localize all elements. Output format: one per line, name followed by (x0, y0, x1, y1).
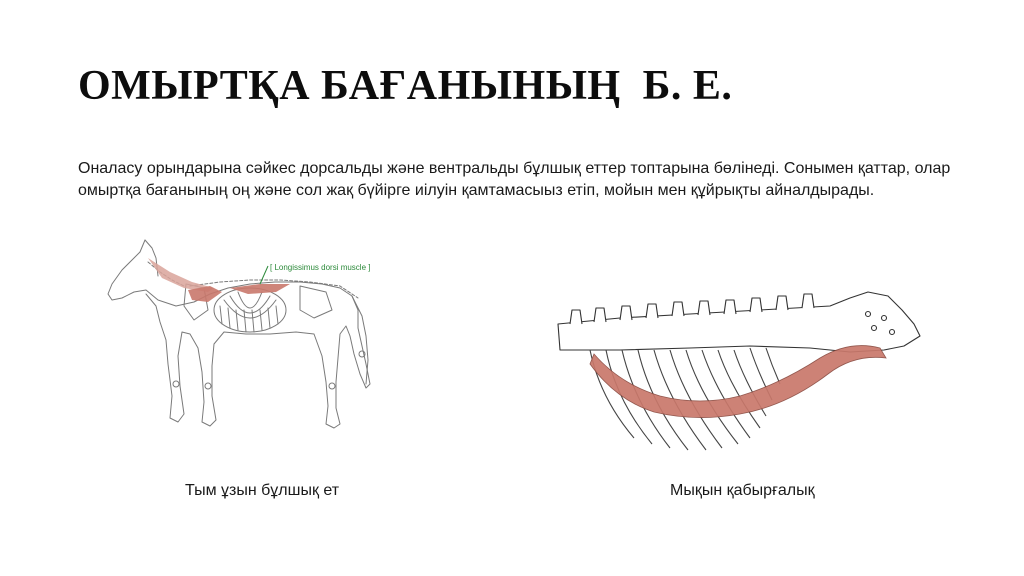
annotation-pointer-line (260, 266, 268, 284)
longissimus-dorsi-muscle (148, 258, 290, 302)
spine-ribs-figure (550, 288, 930, 458)
horse-skeleton-figure (100, 236, 390, 446)
longissimus-dorsi-label: [ Longissimus dorsi muscle ] (270, 263, 371, 272)
horse-skeleton-illustration (100, 236, 390, 446)
right-figure-caption: Мықын қабырғалық (670, 482, 815, 499)
iliocostal-muscle (590, 346, 886, 418)
slide-title: ОМЫРТҚА БАҒАНЫНЫҢ Б. Е. (78, 63, 733, 109)
spine-ribs-illustration (550, 288, 930, 458)
left-figure-caption: Тым ұзын бұлшық ет (185, 482, 340, 499)
slide-body-text: Оналасу орындарына сәйкес дорсальды және вентральды бұлшық еттер топтарына бөлінеді. Сонымен қаттар, олар омыртқа бағанының оң және сол жақ бүйірге иілуін қамтамасыыз етіп, мойын мен құйрықты айналдырады. (78, 160, 951, 199)
